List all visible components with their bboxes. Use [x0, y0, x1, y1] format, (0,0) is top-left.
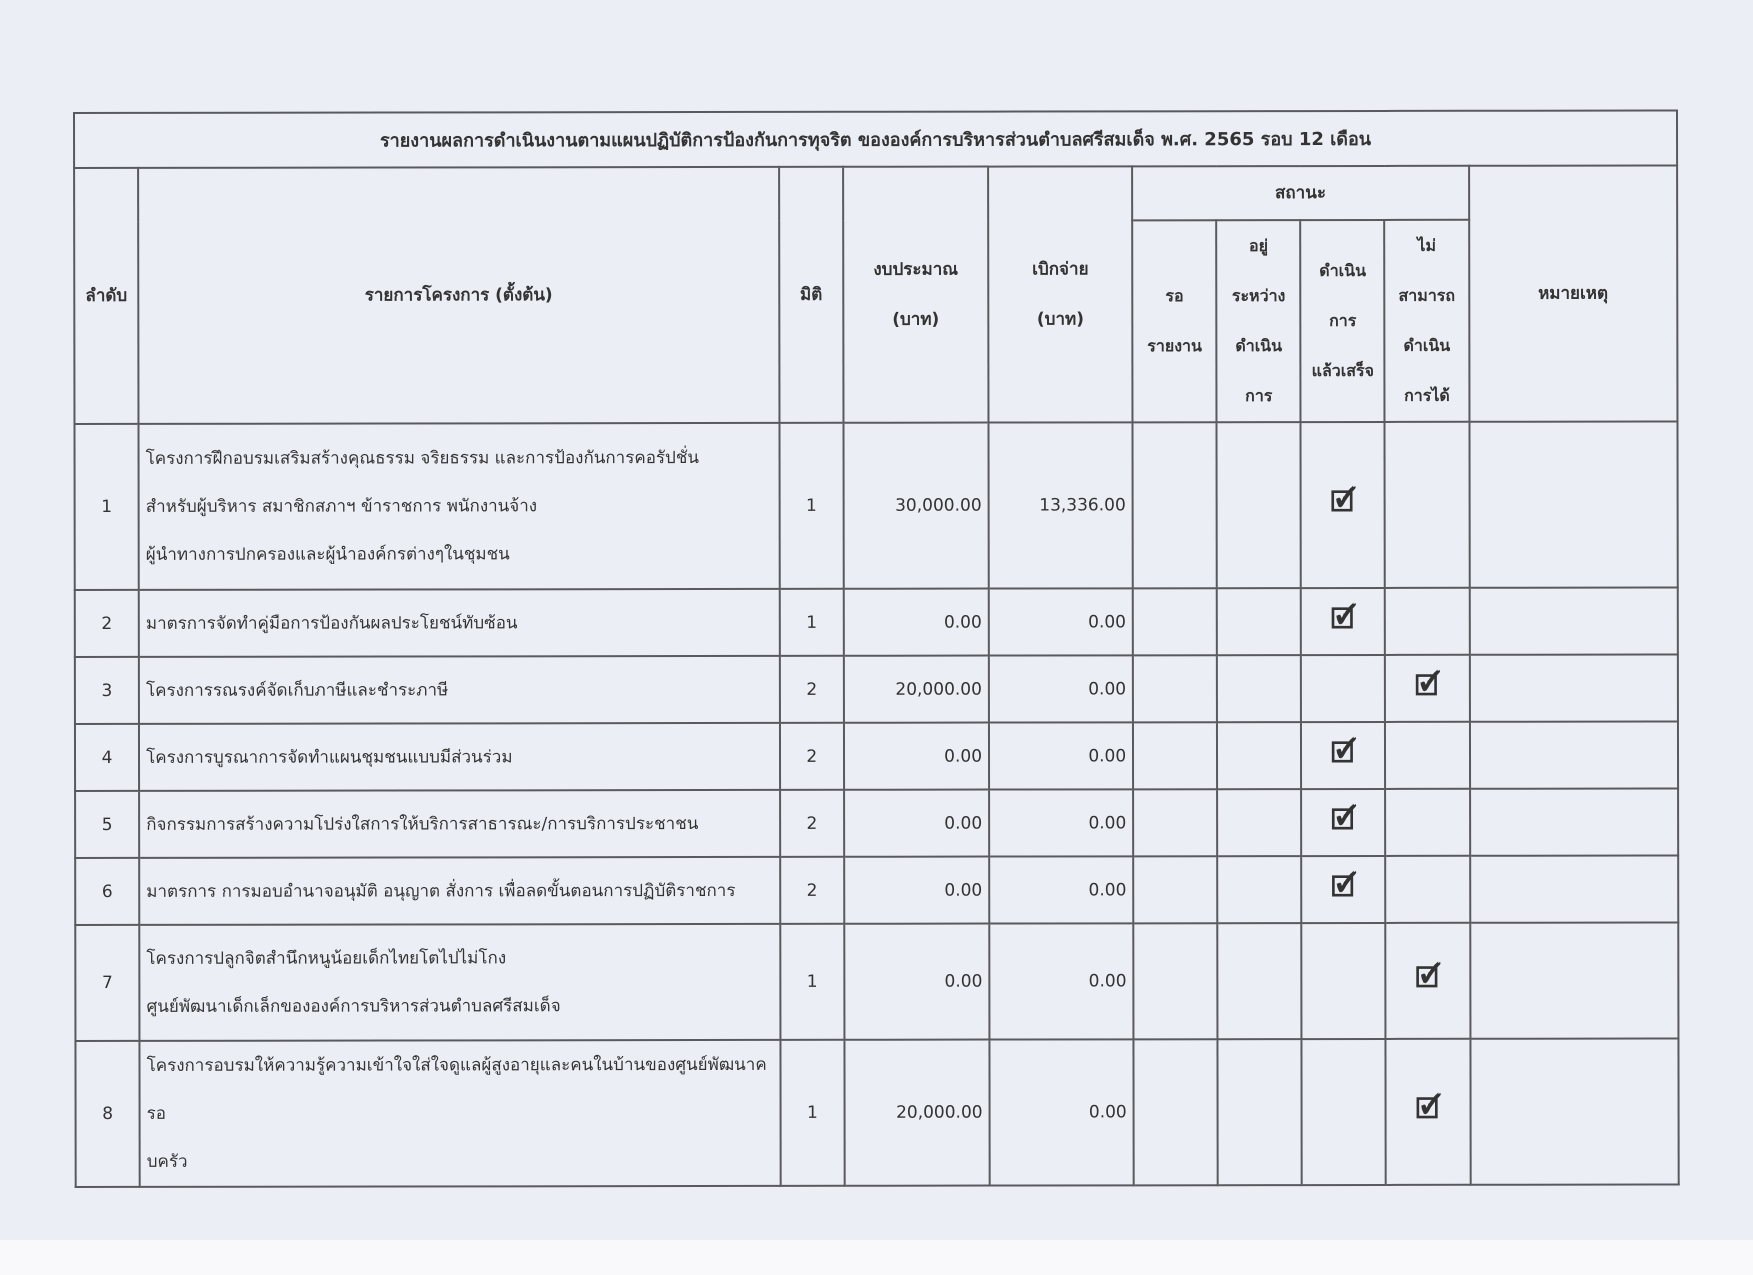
header-status-in-progress-line: การ — [1245, 386, 1273, 406]
row-dimension: 2 — [780, 656, 844, 723]
header-order: ลำดับ — [74, 168, 138, 424]
row-status-unable — [1386, 923, 1470, 1039]
row-order: 8 — [75, 1041, 139, 1187]
row-status-in-progress — [1217, 422, 1301, 588]
project-name-line: บครัว — [146, 1151, 188, 1172]
header-status-done-line: การ — [1329, 310, 1357, 331]
row-status-done — [1301, 588, 1385, 655]
header-disbursed-line1: เบิกจ่าย — [1032, 259, 1089, 280]
header-status-waiting-line: รายงาน — [1147, 336, 1202, 356]
table-row — [75, 654, 1678, 724]
header-disbursed-line2: (บาท) — [1036, 309, 1084, 330]
table-row — [75, 922, 1678, 1041]
row-budget: 0.00 — [844, 857, 989, 924]
project-name-line: กิจกรรมการสร้างความโปร่งใสการให้บริการสาธารณะ/การบริการประชาชน — [146, 813, 699, 835]
row-budget: 20,000.00 — [844, 656, 989, 723]
row-remarks — [1470, 721, 1679, 788]
row-order: 2 — [75, 590, 139, 657]
row-remarks — [1470, 788, 1679, 855]
row-project-name — [139, 589, 780, 657]
row-budget: 0.00 — [844, 924, 989, 1040]
header-status-in-progress — [1216, 220, 1300, 422]
header-status: สถานะ — [1132, 166, 1468, 221]
row-status-done — [1301, 655, 1385, 722]
project-name-line: สำหรับผู้บริหาร สมาชิกสภาฯ ข้าราชการ พนักงานจ้าง — [145, 496, 538, 517]
table-row — [74, 421, 1677, 590]
report-body — [74, 421, 1678, 1187]
header-remarks: หมายเหตุ — [1469, 165, 1678, 421]
row-budget: 0.00 — [844, 790, 989, 857]
row-status-waiting — [1133, 856, 1217, 923]
project-name-line: โครงการรณรงค์จัดเก็บภาษีและชำระภาษี — [145, 679, 449, 701]
row-status-unable — [1385, 722, 1469, 789]
row-status-unable — [1386, 1039, 1470, 1185]
row-status-waiting — [1133, 722, 1217, 789]
row-status-in-progress — [1217, 722, 1301, 789]
row-status-unable — [1385, 588, 1469, 655]
row-budget: 20,000.00 — [844, 1040, 989, 1186]
row-status-unable — [1386, 789, 1470, 856]
row-remarks — [1469, 421, 1678, 587]
header-status-in-progress-line: อยู่ — [1249, 236, 1269, 256]
row-order: 7 — [75, 925, 139, 1041]
row-remarks — [1469, 587, 1678, 654]
checkmark-icon: 🗹 — [1330, 735, 1356, 769]
checkmark-icon: 🗹 — [1415, 1091, 1441, 1125]
header-status-unable — [1385, 220, 1469, 422]
row-disbursed: 0.00 — [989, 923, 1133, 1039]
row-status-done — [1302, 1039, 1386, 1185]
header-status-done — [1301, 220, 1385, 422]
header-status-waiting — [1132, 220, 1216, 422]
row-order: 6 — [75, 858, 139, 925]
row-dimension: 1 — [780, 589, 844, 656]
row-order: 4 — [75, 724, 139, 791]
header-project: รายการโครงการ (ตั้งต้น) — [138, 167, 779, 424]
row-status-in-progress — [1217, 588, 1301, 655]
row-budget: 30,000.00 — [843, 423, 988, 589]
project-name-line: โครงการฝึกอบรมเสริมสร้างคุณธรรม จริยธรรม และการป้องกันการคอรัปชั่น — [145, 448, 700, 469]
row-status-unable — [1385, 422, 1469, 588]
table-row — [75, 721, 1678, 791]
row-disbursed: 0.00 — [989, 856, 1133, 923]
header-status-unable-line: การได้ — [1404, 385, 1450, 405]
report-sheet — [73, 109, 1680, 1172]
checkmark-icon: 🗹 — [1414, 668, 1440, 702]
project-name-line: โครงการปลูกจิตสำนึกหนูน้อยเด็กไทยโตไปไม่โกง — [146, 948, 507, 969]
row-status-waiting — [1133, 588, 1217, 655]
row-status-done — [1301, 789, 1385, 856]
row-status-in-progress — [1218, 1039, 1302, 1185]
row-order: 1 — [74, 424, 138, 590]
row-order: 3 — [75, 657, 139, 724]
project-name-line: โครงการอบรมให้ความรู้ความเข้าใจใส่ใจดูแลผู้สูงอายุและคนในบ้านของศูนย์พัฒนาครอ — [146, 1054, 767, 1124]
row-status-in-progress — [1217, 789, 1301, 856]
report-title: รายงานผลการดำเนินงานตามแผนปฏิบัติการป้องกันการทุจริต ขององค์การบริหารส่วนตำบลศรีสมเด็จ พ.ศ. 2565 รอบ 12 เดือน — [74, 110, 1677, 168]
row-status-in-progress — [1217, 655, 1301, 722]
row-project-name — [139, 723, 780, 791]
table-row — [75, 855, 1678, 925]
anti-corruption-report-table — [73, 109, 1680, 1188]
row-project-name — [140, 1040, 781, 1187]
project-name-line: มาตรการจัดทำคู่มือการป้องกันผลประโยชน์ทับซ้อน — [145, 612, 518, 634]
row-status-waiting — [1133, 923, 1217, 1039]
row-status-done — [1302, 856, 1386, 923]
header-budget — [843, 167, 989, 423]
row-project-name — [139, 924, 780, 1041]
header-status-in-progress-line: ระหว่าง — [1231, 286, 1286, 306]
header-status-done-line: แล้วเสร็จ — [1311, 360, 1374, 381]
row-dimension: 2 — [780, 723, 844, 790]
header-status-waiting-line: รอ — [1165, 286, 1184, 306]
row-remarks — [1470, 855, 1679, 922]
row-status-unable — [1385, 655, 1469, 722]
row-budget: 0.00 — [844, 723, 989, 790]
project-name-line: ผู้นำทางการปกครองและผู้นำองค์กรต่างๆในชุมชน — [145, 544, 510, 565]
table-row — [75, 788, 1678, 858]
header-budget-line1: งบประมาณ — [873, 259, 959, 280]
row-remarks — [1469, 654, 1678, 721]
header-dimension: มิติ — [779, 167, 843, 423]
row-dimension: 2 — [780, 790, 844, 857]
row-status-in-progress — [1218, 923, 1302, 1039]
row-project-name — [139, 790, 780, 858]
row-project-name — [139, 857, 780, 925]
row-remarks — [1470, 1038, 1679, 1184]
row-project-name — [139, 423, 780, 590]
row-status-done — [1301, 422, 1385, 588]
header-status-unable-line: สามารถ — [1398, 285, 1456, 305]
row-dimension: 1 — [779, 423, 843, 589]
row-remarks — [1470, 922, 1679, 1038]
row-status-done — [1302, 923, 1386, 1039]
table-row — [75, 1038, 1678, 1187]
row-status-waiting — [1133, 789, 1217, 856]
checkmark-icon: 🗹 — [1331, 869, 1357, 903]
header-status-unable-line: ไม่ — [1417, 235, 1437, 255]
header-status-done-line: ดำเนิน — [1319, 260, 1367, 281]
row-disbursed: 0.00 — [989, 655, 1133, 722]
row-dimension: 1 — [780, 924, 844, 1040]
row-order: 5 — [75, 791, 139, 858]
table-row — [75, 587, 1678, 657]
row-status-waiting — [1133, 655, 1217, 722]
checkmark-icon: 🗹 — [1415, 960, 1441, 994]
checkmark-icon: 🗹 — [1330, 802, 1357, 836]
row-budget: 0.00 — [844, 589, 989, 656]
checkmark-icon: 🗹 — [1330, 484, 1356, 519]
row-disbursed: 0.00 — [989, 722, 1133, 789]
row-status-unable — [1386, 856, 1470, 923]
row-dimension: 1 — [780, 1040, 844, 1186]
row-dimension: 2 — [780, 857, 844, 924]
header-budget-line2: (บาท) — [892, 309, 940, 330]
row-status-waiting — [1134, 1039, 1218, 1185]
header-status-in-progress-line: ดำเนิน — [1235, 336, 1283, 356]
row-disbursed: 0.00 — [989, 789, 1133, 856]
row-disbursed: 13,336.00 — [989, 422, 1133, 588]
row-status-in-progress — [1217, 856, 1301, 923]
project-name-line: ศูนย์พัฒนาเด็กเล็กขององค์การบริหารส่วนตำบลศรีสมเด็จ — [146, 996, 561, 1017]
header-disbursed — [988, 166, 1133, 422]
row-project-name — [139, 656, 780, 724]
row-disbursed: 0.00 — [989, 1039, 1133, 1185]
project-name-line: โครงการบูรณาการจัดทำแผนชุมชนแบบมีส่วนร่วม — [146, 746, 513, 768]
row-status-waiting — [1133, 422, 1217, 588]
scan-bottom-edge — [0, 1240, 1753, 1275]
header-status-unable-line: ดำเนิน — [1403, 335, 1451, 355]
row-status-done — [1301, 722, 1385, 789]
row-disbursed: 0.00 — [989, 588, 1133, 655]
checkmark-icon: 🗹 — [1330, 601, 1356, 635]
project-name-line: มาตรการ การมอบอำนาจอนุมัติ อนุญาต สั่งการ เพื่อลดขั้นตอนการปฏิบัติราชการ — [146, 880, 736, 902]
